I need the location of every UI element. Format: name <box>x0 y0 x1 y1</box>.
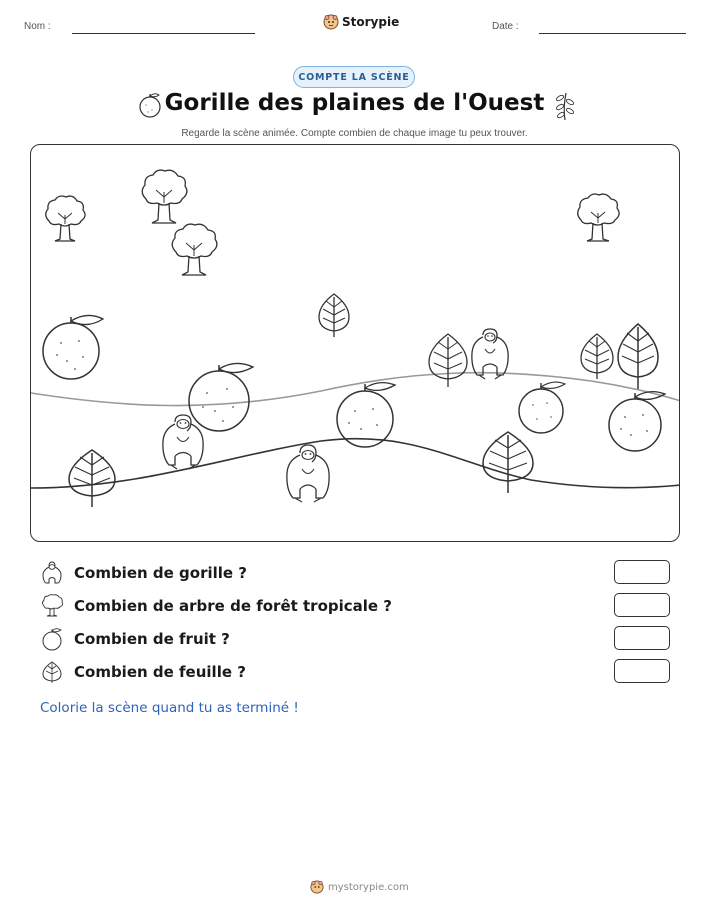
fruit-icon <box>40 627 64 651</box>
date-line[interactable] <box>539 33 686 34</box>
fruit-icon <box>517 379 569 435</box>
name-label: Nom : <box>24 21 51 32</box>
mascot-icon <box>323 14 339 30</box>
leaf-icon <box>425 331 471 389</box>
question-text: Combien de arbre de forêt tropicale ? <box>74 597 393 615</box>
question-text: Combien de feuille ? <box>74 663 246 681</box>
brand-logo <box>323 14 399 30</box>
question-row <box>40 560 670 586</box>
answer-box[interactable] <box>614 626 670 650</box>
answer-box[interactable] <box>614 560 670 584</box>
date-label: Date : <box>492 21 519 32</box>
name-line[interactable] <box>72 33 255 34</box>
instructions: Regarde la scène animée. Compte combien de chaque image tu peux trouver. <box>181 128 528 139</box>
question-row <box>40 626 670 652</box>
answer-box[interactable] <box>614 659 670 683</box>
leaf-icon <box>577 331 617 381</box>
leaf-icon <box>65 447 119 509</box>
site-url[interactable]: mystorypie.com <box>328 881 409 893</box>
question-text: Combien de gorille ? <box>74 564 247 582</box>
counting-scene <box>30 144 680 542</box>
question-text: Combien de fruit ? <box>74 630 230 648</box>
leaf-icon <box>615 321 661 391</box>
tree-icon <box>573 191 623 245</box>
brand-name: Storypie <box>342 15 400 29</box>
question-row <box>40 659 670 685</box>
tree-icon <box>167 221 221 279</box>
activity-badge: COMPTE LA SCÈNE <box>293 66 415 88</box>
gorilla-icon <box>281 443 335 505</box>
leaf-icon <box>479 429 537 495</box>
page-title: Gorille des plaines de l'Ouest <box>164 90 545 116</box>
gorilla-icon <box>467 327 513 381</box>
footer-site <box>310 880 409 894</box>
fruit-icon <box>41 313 107 383</box>
leaf-icon <box>315 291 353 339</box>
gorilla-icon <box>40 561 64 585</box>
fruit-icon <box>333 379 399 449</box>
tree-icon <box>40 594 64 618</box>
gorilla-icon <box>157 413 209 471</box>
fruit-icon <box>607 389 669 453</box>
tree-icon <box>137 167 191 227</box>
leaf-icon <box>40 660 64 684</box>
mascot-icon <box>310 880 324 894</box>
tree-icon <box>41 193 89 245</box>
branch-icon <box>554 90 576 122</box>
coloring-note: Colorie la scène quand tu as terminé ! <box>40 700 299 716</box>
answer-box[interactable] <box>614 593 670 617</box>
question-row <box>40 593 670 619</box>
